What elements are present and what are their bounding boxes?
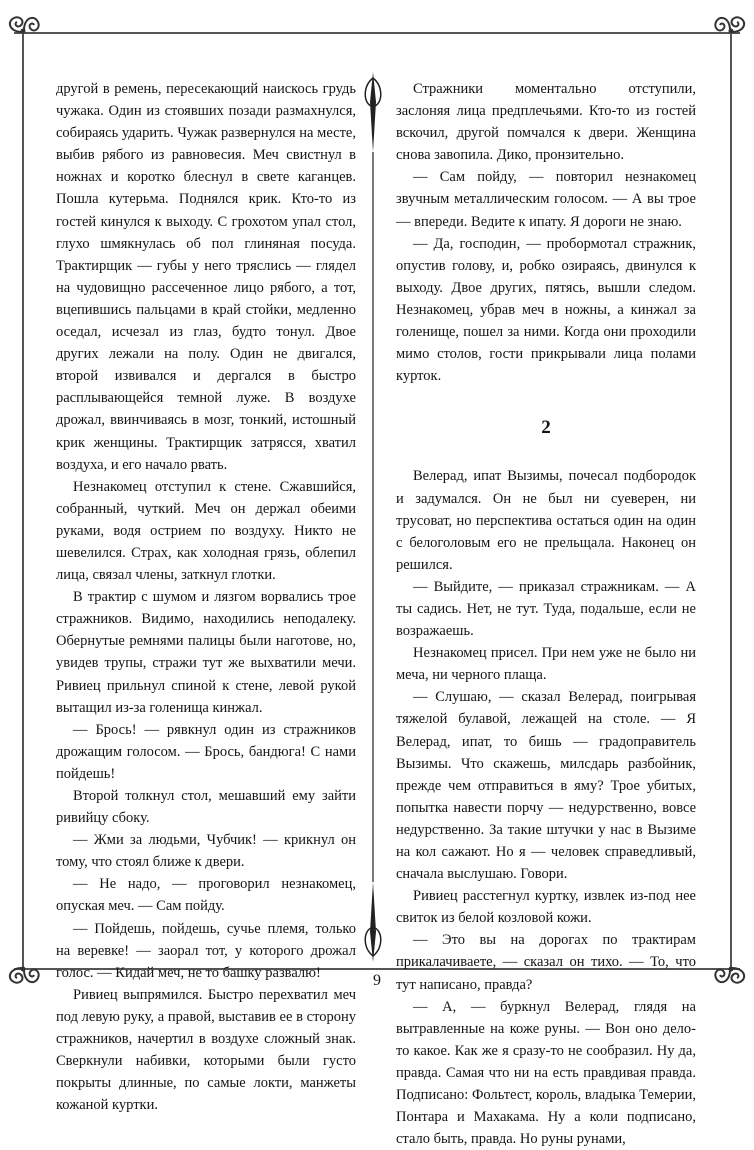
- paragraph: другой в ремень, пересекающий наискось грудь чужака. Один из стоявших позади размахнулся, собираясь ударить. Чужак развернулся на месте, выбив рябого из равновесия. Меч свистнул в ножнах и коротко блеснул в свете каганцев. Пошла кутерьма. Поднялся крик. Кто-то из гостей кинулся к выходу. С грохотом упал стол, глухо шмякнулась об пол глиняная посуда. Трактирщик — губы у него тряслись — глядел на чудовищно рассеченное лицо рябого, а тот, вцепившись пальцами в край стойки, медленно оседал, исчезал из глаз, будто тонул. Двое других лежали на полу. Один не двигался, второй извивался и дергался в быстро расплывающейся темной луже. В воздухе дрожал, ввинчиваясь в мозг, тонкий, истошный крик женщины. Трактирщик затрясся, хватил воздуха, и его начало рвать.: [56, 81, 356, 473]
- paragraph: — Это вы на дорогах по трактирам прикалачиваете, — сказал он тихо. — То, что тут написано, правда?: [396, 932, 696, 993]
- paragraph: — А, — буркнул Велерад, глядя на вытравленные на коже руны. — Вон оно дело-то какое. Как же я сразу-то не сообразил. Ну да, правда. Самая что ни на есть правдивая правда. Подписано: Фольтест, король, владыка Темерии, Понтара и Махакама. Ну а коли подписано, стало быть, правда. Но руны рунами,: [396, 998, 696, 1148]
- paragraph: — Пойдешь, пойдешь, сучье племя, только на веревке! — заорал тот, у которого дрожал голос. — Кидай меч, не то башку развалю!: [56, 920, 356, 981]
- paragraph: — Не надо, — проговорил незнакомец, опуская меч. — Сам пойду.: [56, 876, 356, 915]
- frame-left-border: [22, 32, 24, 968]
- paragraph: Незнакомец отступил к стене. Сжавшийся, собранный, чуткий. Меч он держал обеими руками, водя острием по воздуху. Никто не шевелился. Страх, как холодная грязь, облепил лица, связал члены, заткнул глотки.: [56, 478, 356, 584]
- corner-ornament-icon: [0, 8, 44, 52]
- paragraph: — Сам пойду, — повторил незнакомец звучным металлическим голосом. — А вы трое — впереди. Ведите к ипату. Я дороги не знаю.: [396, 169, 696, 230]
- page-number: 9: [373, 972, 381, 989]
- paragraph: Второй толкнул стол, мешавший ему зайти ривийцу сбоку.: [56, 788, 356, 827]
- frame-top-border: [14, 32, 740, 34]
- paragraph: — Жми за людьми, Чубчик! — крикнул он тому, что стоял ближе к двери.: [56, 832, 356, 871]
- paragraph: Незнакомец присел. При нем уже не было ни меча, ни черного плаща.: [396, 645, 696, 684]
- left-text-column: [56, 78, 356, 1116]
- paragraph: — Выйдите, — приказал стражникам. — А ты садись. Нет, не тут. Туда, подальше, если не возражаешь.: [396, 578, 696, 640]
- frame-right-border: [730, 32, 732, 968]
- paragraph: — Слушаю, — сказал Велерад, поигрывая тяжелой булавой, лежащей на столе. — Я Велерад, ипат, то бишь — градоправитель Вызимы. Что скажешь, милсдарь разбойник, прежде чем отправиться в яму? Трое убитых, попытка навести порчу — недурственно, вовсе недурственно. За такие штучки у нас в Вызиме на кол сажают. Но я — человек справедливый, сначала выслушаю. Говори.: [396, 689, 696, 883]
- paragraph: — Да, господин, — пробормотал стражник, опустив голову, и, робко озираясь, двинулся к выходу. Двое других, пятясь, вышли следом. Незнакомец, убрав меч в ножны, а кинжал за голенище, пошел за ними. Когда они проходили мимо столов, гости прикрывали лица полами курток.: [396, 235, 696, 385]
- paragraph: Ривиец расстегнул куртку, извлек из-под нее свиток из белой козловой кожи.: [396, 888, 696, 927]
- paragraph: Велерад, ипат Вызимы, почесал подбородок и задумался. Он не был ни суеверен, ни трусоват, но перспектива остаться один на один с белоголовым его не прельщала. Наконец он решился.: [396, 468, 696, 573]
- paragraph: В трактир с шумом и лязгом ворвались трое стражников. Видимо, находились неподалеку. Обернутые ремнями палицы были наготове, но, увидев трупы, стражи тут же выхватили мечи. Ривиец прильнул спиной к стене, левой рукой вытащил из-за голенища кинжал.: [56, 589, 356, 716]
- chapter-heading: 2: [541, 417, 551, 439]
- paragraph: Ривиец выпрямился. Быстро перехватил меч под левую руку, а правой, выставив ее в сторону стражников, начертил в воздухе сложный знак. Сверкнули набивки, которыми были густо покрыты длинные, по самые локти, манжеты кожаной куртки.: [56, 986, 356, 1114]
- corner-ornament-icon: [710, 8, 754, 52]
- paragraph: Стражники моментально отступили, заслоняя лица предплечьями. Кто-то из гостей вскочил, другой помчался к двери. Женщина снова завопила. Дико, пронзительно.: [396, 81, 696, 164]
- paragraph: — Брось! — рявкнул один из стражников дрожащим голосом. — Брось, бандюга! С нами пойдешь!: [56, 721, 356, 782]
- column-divider-ornament: [361, 72, 385, 962]
